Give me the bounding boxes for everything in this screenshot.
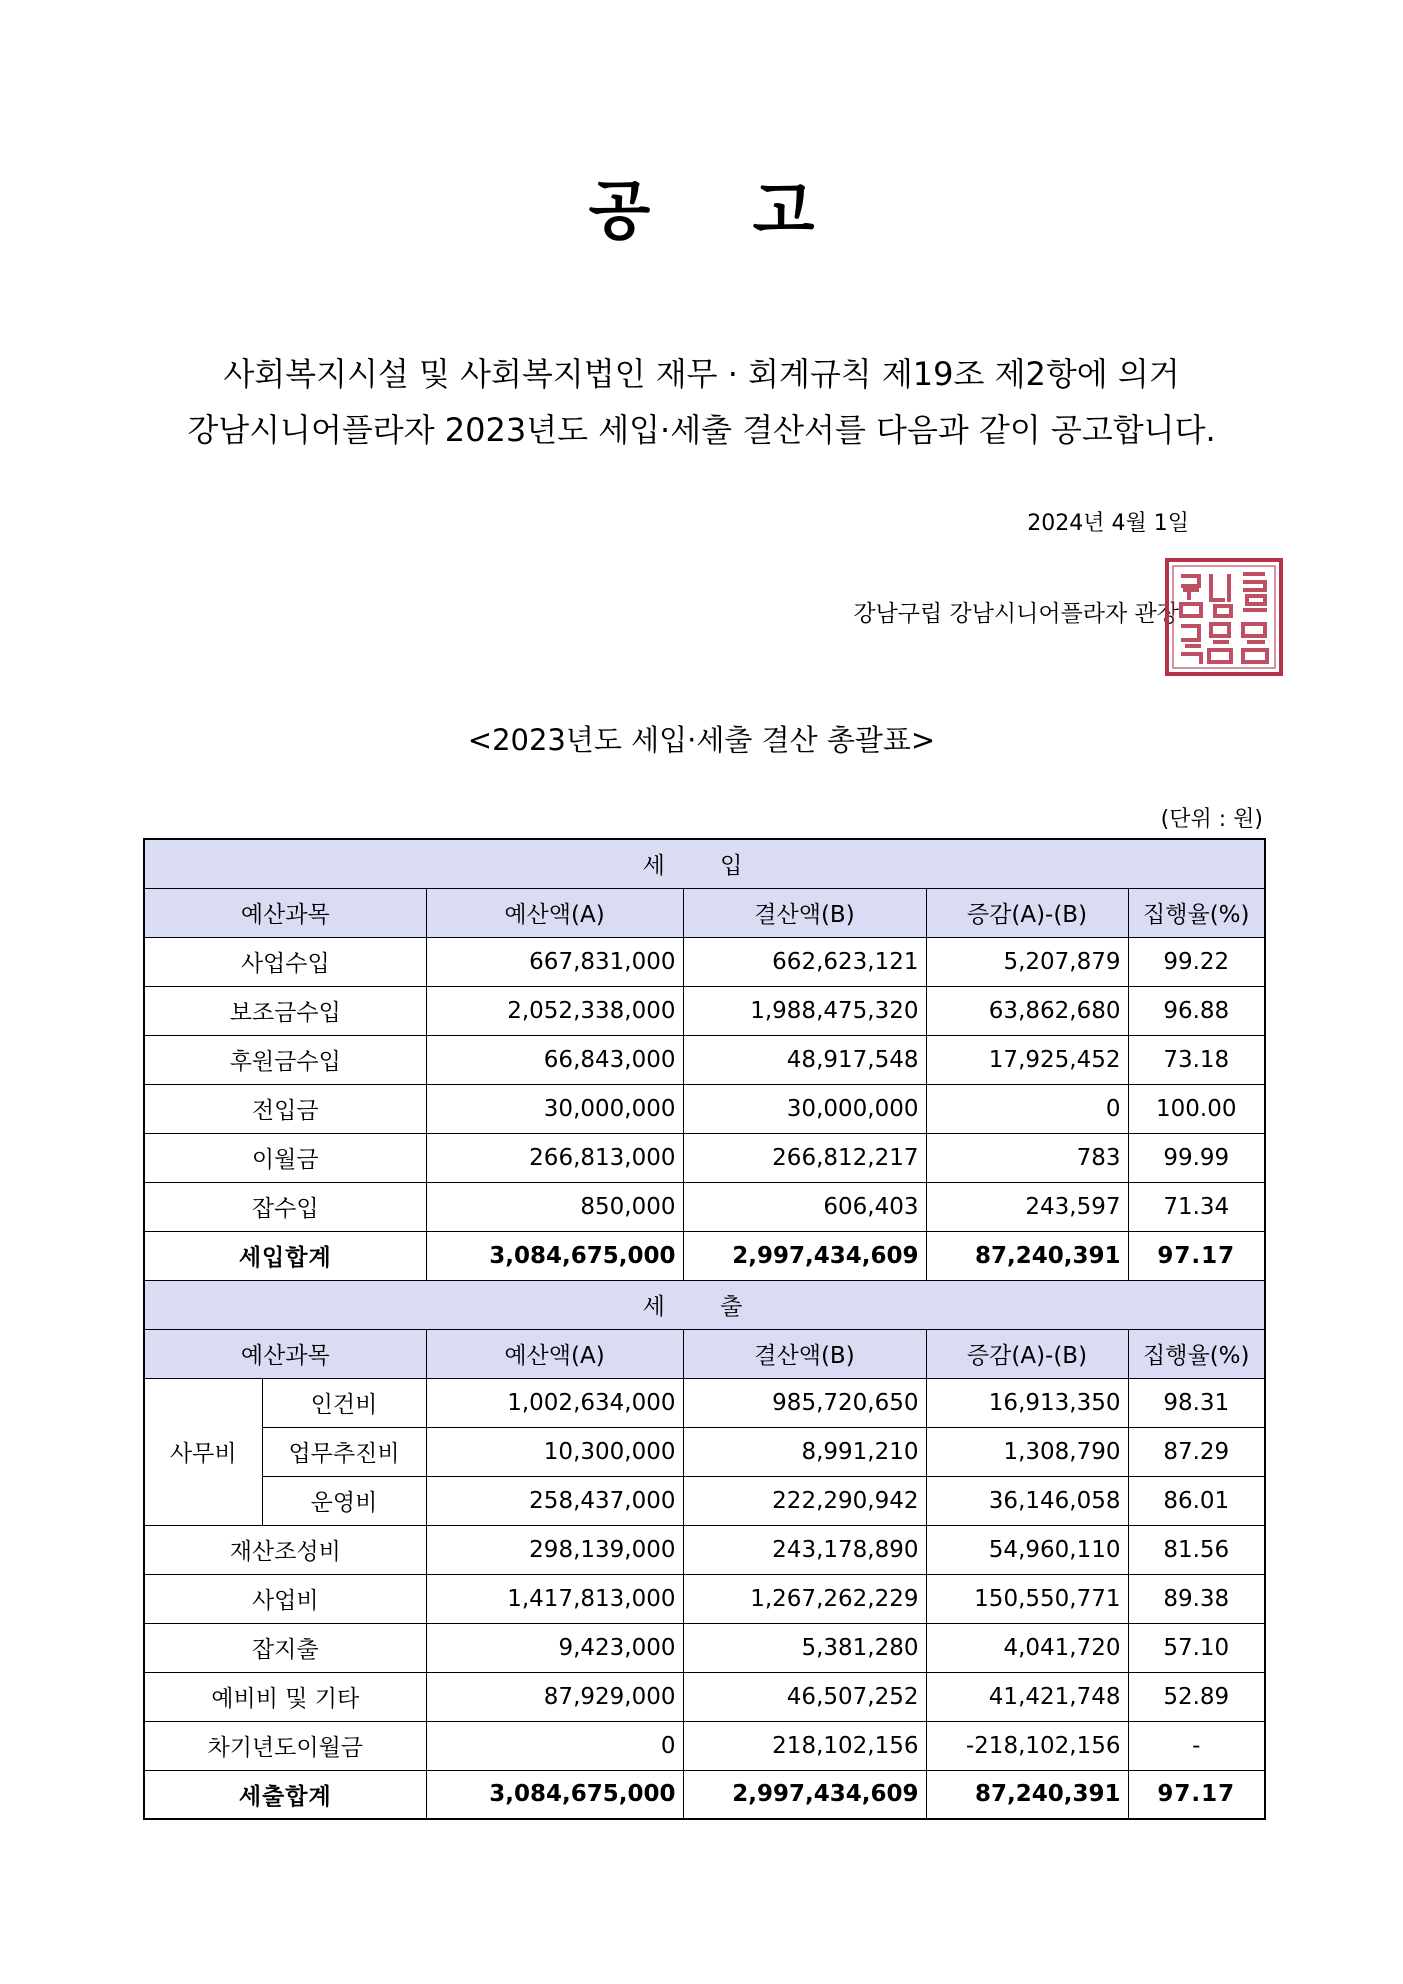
cell-rate: 98.31 <box>1128 1378 1265 1427</box>
column-header-settled: 결산액(B) <box>683 1329 926 1378</box>
cell-budget: 1,002,634,000 <box>426 1378 683 1427</box>
cell-budget: 9,423,000 <box>426 1623 683 1672</box>
cell-rate: - <box>1128 1721 1265 1770</box>
table-row <box>144 1427 1265 1476</box>
column-header-diff: 증감(A)-(B) <box>926 888 1128 937</box>
column-header-subject: 예산과목 <box>144 888 426 937</box>
table-row <box>144 1476 1265 1525</box>
cell-budget: 1,417,813,000 <box>426 1574 683 1623</box>
cell-diff: 0 <box>926 1084 1128 1133</box>
table-row <box>144 1182 1265 1231</box>
cell-budget: 850,000 <box>426 1182 683 1231</box>
table-row <box>144 937 1265 986</box>
row-subject: 인건비 <box>262 1378 426 1427</box>
cell-budget: 87,929,000 <box>426 1672 683 1721</box>
cell-rate: 57.10 <box>1128 1623 1265 1672</box>
column-header-settled: 결산액(B) <box>683 888 926 937</box>
cell-diff: 36,146,058 <box>926 1476 1128 1525</box>
row-subject: 사업비 <box>144 1574 426 1623</box>
settlement-summary-table <box>143 838 1266 1820</box>
table-row <box>144 1084 1265 1133</box>
cell-rate: 97.17 <box>1128 1231 1265 1280</box>
column-header-rate: 집행율(%) <box>1128 888 1265 937</box>
cell-budget: 667,831,000 <box>426 937 683 986</box>
cell-budget: 3,084,675,000 <box>426 1770 683 1819</box>
row-subject: 예비비 및 기타 <box>144 1672 426 1721</box>
cell-settled: 8,991,210 <box>683 1427 926 1476</box>
cell-budget: 266,813,000 <box>426 1133 683 1182</box>
unit-label: (단위 : 원) <box>1160 807 1263 832</box>
table-row <box>144 1133 1265 1182</box>
expense-header-row <box>144 1329 1265 1378</box>
cell-diff: 54,960,110 <box>926 1525 1128 1574</box>
cell-diff: 243,597 <box>926 1182 1128 1231</box>
table-row <box>144 1574 1265 1623</box>
cell-settled: 662,623,121 <box>683 937 926 986</box>
cell-diff: 5,207,879 <box>926 937 1128 986</box>
signer-name: 강남구립 강남시니어플라자 관장 <box>853 601 1179 627</box>
revenue-section-row <box>144 839 1265 888</box>
cell-budget: 10,300,000 <box>426 1427 683 1476</box>
table-row <box>144 1525 1265 1574</box>
cell-diff: 4,041,720 <box>926 1623 1128 1672</box>
table-row <box>144 1623 1265 1672</box>
row-subject: 후원금수입 <box>144 1035 426 1084</box>
group-label: 사무비 <box>144 1378 262 1525</box>
cell-settled: 985,720,650 <box>683 1378 926 1427</box>
cell-settled: 243,178,890 <box>683 1525 926 1574</box>
table-row <box>144 1672 1265 1721</box>
row-subject: 보조금수입 <box>144 986 426 1035</box>
cell-rate: 81.56 <box>1128 1525 1265 1574</box>
cell-settled: 2,997,434,609 <box>683 1770 926 1819</box>
cell-budget: 3,084,675,000 <box>426 1231 683 1280</box>
table-row <box>144 1378 1265 1427</box>
official-seal-icon <box>1163 556 1285 678</box>
cell-settled: 222,290,942 <box>683 1476 926 1525</box>
cell-settled: 48,917,548 <box>683 1035 926 1084</box>
cell-rate: 97.17 <box>1128 1770 1265 1819</box>
cell-settled: 5,381,280 <box>683 1623 926 1672</box>
column-header-diff: 증감(A)-(B) <box>926 1329 1128 1378</box>
cell-settled: 30,000,000 <box>683 1084 926 1133</box>
table-row <box>144 986 1265 1035</box>
revenue-header-row <box>144 888 1265 937</box>
cell-budget: 2,052,338,000 <box>426 986 683 1035</box>
cell-diff: 63,862,680 <box>926 986 1128 1035</box>
cell-budget: 298,139,000 <box>426 1525 683 1574</box>
intro-line-1: 사회복지시설 및 사회복지법인 재무 · 회계규칙 제19조 제2항에 의거 <box>223 355 1180 393</box>
row-subject: 재산조성비 <box>144 1525 426 1574</box>
column-header-rate: 집행율(%) <box>1128 1329 1265 1378</box>
cell-budget: 258,437,000 <box>426 1476 683 1525</box>
cell-settled: 218,102,156 <box>683 1721 926 1770</box>
intro-text <box>0 346 1403 458</box>
cell-diff: 87,240,391 <box>926 1770 1128 1819</box>
cell-rate: 73.18 <box>1128 1035 1265 1084</box>
row-subject: 전입금 <box>144 1084 426 1133</box>
cell-settled: 1,988,475,320 <box>683 986 926 1035</box>
table-title: <2023년도 세입·세출 결산 총괄표> <box>467 723 936 757</box>
cell-diff: 16,913,350 <box>926 1378 1128 1427</box>
row-subject: 사업수입 <box>144 937 426 986</box>
column-header-subject: 예산과목 <box>144 1329 426 1378</box>
cell-diff: 1,308,790 <box>926 1427 1128 1476</box>
column-header-budget: 예산액(A) <box>426 888 683 937</box>
cell-settled: 46,507,252 <box>683 1672 926 1721</box>
page-title: 공 고 <box>588 175 815 249</box>
cell-rate: 99.22 <box>1128 937 1265 986</box>
cell-diff: 783 <box>926 1133 1128 1182</box>
cell-diff: 87,240,391 <box>926 1231 1128 1280</box>
cell-settled: 606,403 <box>683 1182 926 1231</box>
revenue-section-title: 세 입 <box>144 839 1265 888</box>
column-header-budget: 예산액(A) <box>426 1329 683 1378</box>
row-subject: 잡수입 <box>144 1182 426 1231</box>
row-subject: 세입합계 <box>144 1231 426 1280</box>
cell-rate: 86.01 <box>1128 1476 1265 1525</box>
row-subject: 차기년도이월금 <box>144 1721 426 1770</box>
row-subject: 이월금 <box>144 1133 426 1182</box>
row-subject: 잡지출 <box>144 1623 426 1672</box>
cell-budget: 66,843,000 <box>426 1035 683 1084</box>
cell-settled: 1,267,262,229 <box>683 1574 926 1623</box>
cell-rate: 87.29 <box>1128 1427 1265 1476</box>
cell-budget: 30,000,000 <box>426 1084 683 1133</box>
cell-rate: 100.00 <box>1128 1084 1265 1133</box>
row-subject: 운영비 <box>262 1476 426 1525</box>
cell-diff: 17,925,452 <box>926 1035 1128 1084</box>
cell-rate: 71.34 <box>1128 1182 1265 1231</box>
row-subject: 업무추진비 <box>262 1427 426 1476</box>
cell-rate: 99.99 <box>1128 1133 1265 1182</box>
cell-budget: 0 <box>426 1721 683 1770</box>
total-row <box>144 1231 1265 1280</box>
cell-rate: 89.38 <box>1128 1574 1265 1623</box>
notice-date: 2024년 4월 1일 <box>1027 511 1189 536</box>
cell-diff: 150,550,771 <box>926 1574 1128 1623</box>
intro-line-2: 강남시니어플라자 2023년도 세입·세출 결산서를 다음과 같이 공고합니다. <box>187 411 1216 449</box>
table-row <box>144 1035 1265 1084</box>
expense-section-row <box>144 1280 1265 1329</box>
total-row <box>144 1770 1265 1819</box>
row-subject: 세출합계 <box>144 1770 426 1819</box>
cell-rate: 52.89 <box>1128 1672 1265 1721</box>
cell-diff: 41,421,748 <box>926 1672 1128 1721</box>
cell-settled: 266,812,217 <box>683 1133 926 1182</box>
cell-rate: 96.88 <box>1128 986 1265 1035</box>
expense-section-title: 세 출 <box>144 1280 1265 1329</box>
cell-diff: -218,102,156 <box>926 1721 1128 1770</box>
cell-settled: 2,997,434,609 <box>683 1231 926 1280</box>
table-row <box>144 1721 1265 1770</box>
